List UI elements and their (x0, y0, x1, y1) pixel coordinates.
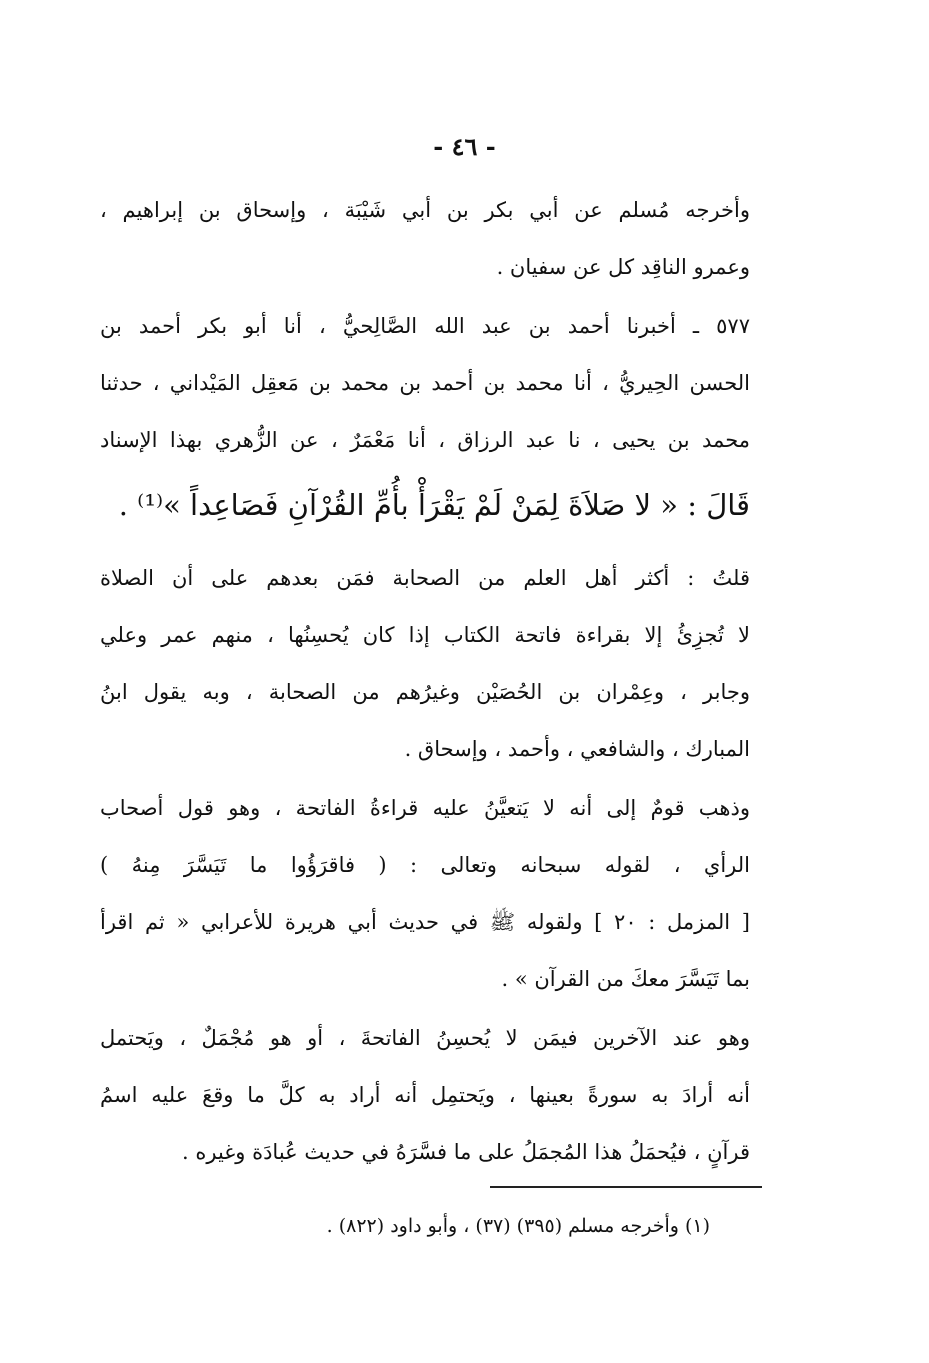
text-line: وهو عند الآخرين فيمَن لا يُحسِنُ الفاتحةَ ، أو هو مُجْمَلٌ ، ويَحتمل (100, 1026, 750, 1050)
page-number: - ٤٦ - (433, 132, 496, 161)
paragraph-hadith-577 (100, 298, 750, 541)
paragraph-commentary-other-view (100, 780, 750, 1008)
text-line: [ المزمل : ٢٠ ] ولقوله ﷺ في حديث أبي هريرة للأعرابي « ثم اقرأ (100, 910, 750, 934)
text-line: المبارك ، والشافعي ، وأحمد ، وإسحاق . (404, 737, 750, 761)
text-line: أنه أرادَ به سورةً بعينها ، ويَحتمِل أنه أراد به كلَّ ما وقعَ عليه اسمُ (100, 1083, 750, 1107)
text-line: الحسن الحِيريُّ ، أنا محمد بن أحمد بن محمد بن مَعقِل المَيْداني ، حدثنا (100, 371, 750, 395)
text-line: ٥٧٧ ـ أخبرنا أحمد بن عبد الله الصَّالِحيُّ ، أنا أبو بكر أحمد بن (100, 314, 750, 338)
text-line: وعمرو الناقِد كل عن سفيان . (496, 255, 750, 279)
paragraph-commentary-majority (100, 550, 750, 778)
footnote: (١) وأخرجه مسلم (٣٩٥) (٣٧) ، وأبو داود (٨٢٢) . (326, 1215, 710, 1237)
text-line: الرأي ، لقوله سبحانه وتعالى : ( فاقرَؤُوا ما تَيَسَّرَ مِنهُ ) (100, 853, 750, 877)
text-line: لا تُجزِئُ إلا بقراءة فاتحة الكتاب إذا كان يُحسِنُها ، منهم عمر وعلي (100, 623, 750, 647)
hadith-text-line: قَالَ : « لا صَلاَةَ لِمَنْ لَمْ يَقْرَأْ بأُمِّ القُرْآنِ فَصَاعِداً »⁽¹⁾ . (118, 488, 750, 522)
paragraph-muslim-reference (100, 182, 750, 296)
paragraph-commentary-interpretation (100, 1010, 750, 1181)
text-line: قلتُ : أكثر أهل العلم من الصحابة فمَن بعدهم على أن الصلاة (100, 566, 750, 590)
text-line: وجابر ، وعِمْران بن الحُصَيْن وغيرُهم من الصحابة ، وبه يقول ابنُ (100, 680, 750, 704)
text-line: بما تَيَسَّرَ معكَ من القرآن » . (501, 967, 750, 991)
footnote-separator (490, 1186, 762, 1188)
text-line: محمد بن يحيى ، نا عبد الرزاق ، أنا مَعْمَرٌ ، عن الزُّهري بهذا الإسناد (100, 428, 750, 452)
text-line: وأخرجه مُسلم عن أبي بكر بن أبي شَيْبَة ، وإسحاق بن إبراهيم ، (100, 198, 750, 222)
text-line: قرآنٍ ، فيُحمَلُ هذا المُجمَلُ على ما فسَّرَهُ في حديث عُبادَة وغيره . (182, 1140, 750, 1164)
text-line: وذهب قومٌ إلى أنه لا يَتعيَّنُ عليه قراءةُ الفاتحة ، وهو قول أصحاب (100, 796, 750, 820)
